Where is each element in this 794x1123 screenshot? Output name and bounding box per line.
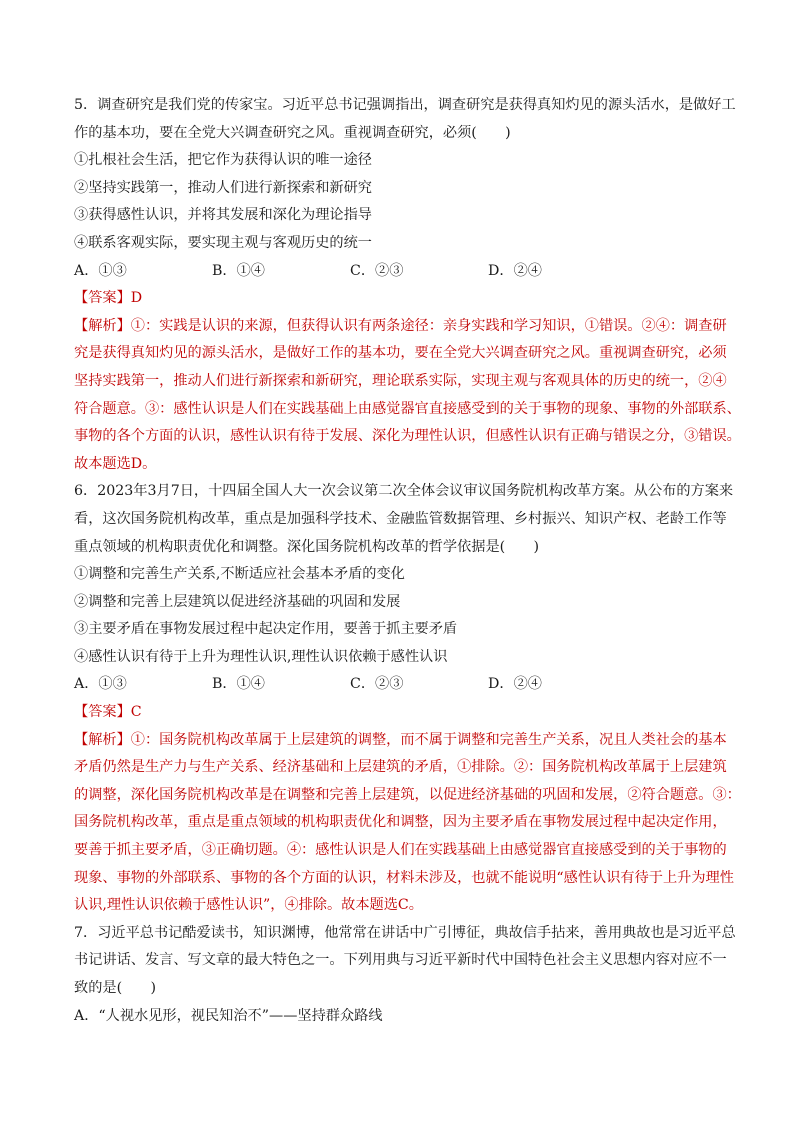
question-stem-line: 5．调查研究是我们党的传家宝。习近平总书记强调指出，调查研究是获得真知灼见的源头活水，是做好工: [74, 97, 736, 113]
answer-label: 【答案】: [74, 704, 131, 721]
question-stem-line: 重点领域的机构职责优化和调整。深化国务院机构改革的哲学依据是( ): [74, 538, 540, 555]
analysis-line: 现象、事物的外部联系、事物的各个方面的认识，材料未涉及，也就不能说明“感性认识有待于上升为理性: [74, 869, 734, 886]
question-stem-line: 致的是( ): [74, 980, 157, 996]
option-d: D．②④: [488, 262, 542, 279]
answer-label: 【答案】: [74, 290, 131, 307]
analysis-line: 的调整，深化国务院机构改革是在调整和完善上层建筑，以促进经济基础的巩固和发展，②符合题意。③：: [74, 786, 741, 803]
answer-value: D: [130, 290, 143, 307]
question-stem-line: 7．习近平总书记酷爱读书，知识渊博，他常常在讲话中广引博征，典故信手拈来，善用典故也是习近平总: [74, 924, 736, 941]
analysis-line: 要善于抓主要矛盾，③正确切题。④：感性认识是人们在实践基础上由感觉器官直接感受到的关于事物的: [74, 842, 727, 859]
analysis-text: ①：实践是认识的来源，但获得认识有两条途径：亲身实践和学习知识，①错误。②④：调查研: [130, 317, 727, 334]
question-5: [74, 92, 741, 478]
statement-item: ④感性认识有待于上升为理性认识,理性认识依赖于感性认识: [74, 648, 448, 665]
question-stem-line: 6．2023年3月7日，十四届全国人大一次会议第二次全体会议审议国务院机构改革方案。从公布的方案来: [74, 483, 734, 500]
analysis-text: ①：国务院机构改革属于上层建筑的调整，而不属于调整和完善生产关系，况且人类社会的基本: [130, 731, 727, 748]
statement-item: ④联系客观实际，要实现主观与客观历史的统一: [74, 234, 372, 251]
statement-item: ②坚持实践第一，推动人们进行新探索和新研究: [74, 179, 372, 196]
analysis-line: 故本题选D。: [74, 455, 157, 472]
document-page: [74, 92, 741, 1030]
option-d: D．②④: [488, 676, 542, 693]
question-6: [74, 478, 741, 920]
option-c: C．②③: [350, 262, 404, 279]
analysis-line: 究是获得真知灼见的源头活水，是做好工作的基本功，要在全党大兴调查研究之风。重视调查研究，必须: [74, 345, 727, 362]
statement-item: ③获得感性认识，并将其发展和深化为理论指导: [74, 207, 372, 224]
analysis-line: 坚持实践第一，推动人们进行新探索和新研究，理论联系实际，实现主观与客观具体的历史的统一，②④: [74, 372, 727, 389]
analysis-line: 事物的各个方面的认识，感性认识有待于发展、深化为理性认识，但感性认识有正确与错误之分，③错误。: [74, 428, 741, 445]
analysis-line: 国务院机构改革，重点是重点领域的机构职责优化和调整，因为主要矛盾在事物发展过程中起决定作用，: [74, 814, 727, 831]
statement-item: ①调整和完善生产关系,不断适应社会基本矛盾的变化: [74, 566, 405, 583]
answer-value: C: [130, 704, 142, 721]
answer-line: [74, 699, 734, 727]
analysis-line: 符合题意。③：感性认识是人们在实践基础上由感觉器官直接感受到的关于事物的现象、事物的外部联系、: [74, 400, 741, 417]
question-7: [74, 920, 734, 1030]
option-a: A．①③: [74, 262, 127, 279]
analysis-line: [74, 727, 734, 755]
analysis-label: 【解析】: [74, 317, 131, 334]
question-stem-line: 书记讲话、发言、写文章的最大特色之一。下列用典与习近平新时代中国特色社会主义思想内容对应不一: [74, 952, 727, 969]
question-stem-line: 作的基本功，要在全党大兴调查研究之风。重视调查研究，必须( ): [74, 124, 511, 141]
analysis-line: 矛盾仍然是生产力与生产关系、经济基础和上层建筑的矛盾，①排除。②：国务院机构改革属于上层建筑: [74, 759, 727, 776]
answer-options: [74, 671, 734, 699]
answer-options: [74, 258, 734, 286]
option-a: A．①③: [74, 676, 127, 693]
answer-line: [74, 285, 734, 313]
option-b: B．①④: [212, 262, 265, 279]
analysis-label: 【解析】: [74, 731, 131, 748]
statement-item: ③主要矛盾在事物发展过程中起决定作用，要善于抓主要矛盾: [74, 621, 458, 638]
option-b: B．①④: [212, 676, 265, 693]
option-c: C．②③: [350, 676, 404, 693]
analysis-line: 认识,理性认识依赖于感性认识”，④排除。故本题选C。: [74, 897, 423, 914]
question-stem-line: 看，这次国务院机构改革，重点是加强科学技术、金融监管数据管理、乡村振兴、知识产权、老龄工作等: [74, 510, 727, 527]
statement-item: ①扎根社会生活，把它作为获得认识的唯一途径: [74, 152, 372, 169]
statement-item: ②调整和完善上层建筑以促进经济基础的巩固和发展: [74, 593, 401, 610]
option-a-line: A．“人视水见形，视民知治不”——坚持群众路线: [74, 1007, 383, 1024]
analysis-line: [74, 313, 734, 341]
